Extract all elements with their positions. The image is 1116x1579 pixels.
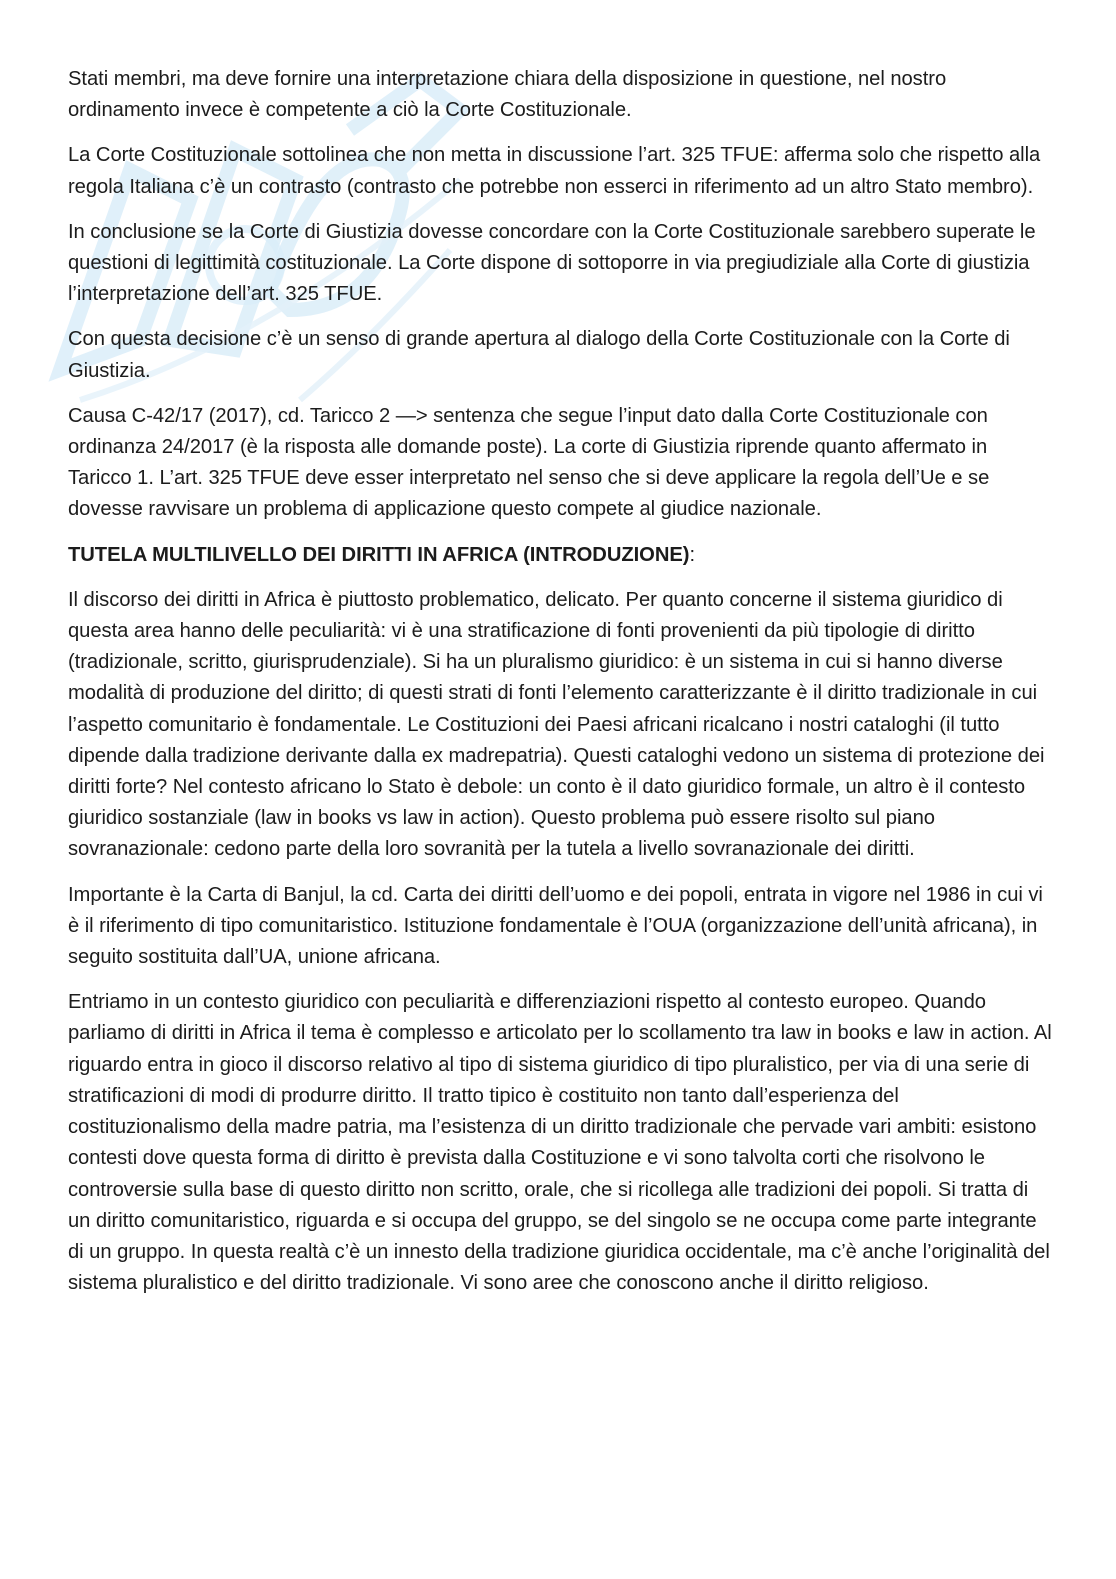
section-heading: [68, 540, 1053, 571]
paragraph-5: Causa C-42/17 (2017), cd. Taricco 2 —> sentenza che segue l’input dato dalla Corte Costituzionale con ordinanza 24/2017 (è la risposta alle domande poste). La corte di Giustizia riprende quanto affermato in Taricco 1. L’art. 325 TFUE deve esser interpretato nel senso che si deve applicare la regola dell’Ue e se dovesse ravvisare un problema di applicazione questo compete al giudice nazionale.: [68, 404, 990, 521]
section-heading-colon: :: [689, 543, 696, 566]
section-heading-text: TUTELA MULTILIVELLO DEI DIRITTI IN AFRICA (INTRODUZIONE): [68, 543, 690, 566]
paragraph-4: Con questa decisione c’è un senso di grande apertura al dialogo della Corte Costituzionale con la Corte di Giustizia.: [68, 328, 1010, 382]
document-body: [68, 64, 1053, 1313]
paragraph-2: La Corte Costituzionale sottolinea che non metta in discussione l’art. 325 TFUE: afferma solo che rispetto alla regola Italiana c’è un contrasto (contrasto che potrebbe non esserci in riferimento ad un altro Stato membro).: [68, 144, 1041, 198]
paragraph-1: Stati membri, ma deve fornire una interpretazione chiara della disposizione in questione, nel nostro ordinamento invece è competente a ciò la Corte Costituzionale.: [68, 68, 947, 122]
paragraph-8: Entriamo in un contesto giuridico con peculiarità e differenziazioni rispetto al contesto europeo. Quando parliamo di diritti in Africa il tema è complesso e articolato per lo scollamento tra law in books e law in action. Al riguardo entra in gioco il discorso relativo al tipo di sistema giuridico di tipo pluralistico, per via di una serie di stratificazioni di modi di produrre diritto. Il tratto tipico è costituito non tanto dall’esperienza del costituzionalismo della madre patria, ma l’esistenza di un diritto tradizionale che pervade vari ambiti: esistono contesti dove questa forma di diritto è prevista dalla Costituzione e vi sono talvolta corti che risolvono le controversie sulla base di questo diritto non scritto, orale, che si ricollega alle tradizioni dei popoli. Si tratta di un diritto comunitaristico, riguarda e si occupa del gruppo, se del singolo se ne occupa come parte integrante di un gruppo. In questa realtà c’è un innesto della tradizione giuridica occidentale, ma c’è anche l’originalità del sistema pluralistico e del diritto tradizionale. Vi sono aree che conoscono anche il diritto religioso.: [68, 991, 1052, 1295]
paragraph-6: Il discorso dei diritti in Africa è piuttosto problematico, delicato. Per quanto concerne il sistema giuridico di questa area hanno delle peculiarità: vi è una stratificazione di fonti provenienti da più tipologie di diritto (tradizionale, scritto, giurisprudenziale). Si ha un pluralismo giuridico: è un sistema in cui si hanno diverse modalità di produzione del diritto; di questi strati di fonti l’elemento caratterizzante è il diritto tradizionale in cui l’aspetto comunitario è fondamentale. Le Costituzioni dei Paesi africani ricalcano i nostri cataloghi (il tutto dipende dalla tradizione derivante dalla ex madrepatria). Questi cataloghi vedono un sistema di protezione dei diritti forte? Nel contesto africano lo Stato è debole: un conto è il dato giuridico formale, un altro è il contesto giuridico sostanziale (law in books vs law in action). Questo problema può essere risolto sul piano sovranazionale: cedono parte della loro sovranità per la tutela a livello sovranazionale dei diritti.: [68, 588, 1045, 861]
paragraph-7: Importante è la Carta di Banjul, la cd. Carta dei diritti dell’uomo e dei popoli, entrata in vigore nel 1986 in cui vi è il riferimento di tipo comunitaristico. Istituzione fondamentale è l’OUA (organizzazione dell’unità africana), in seguito sostituita dall’UA, unione africana.: [68, 883, 1043, 969]
paragraph-3: In conclusione se la Corte di Giustizia dovesse concordare con la Corte Costituzionale sarebbero superate le questioni di legittimità costituzionale. La Corte dispone di sottoporre in via pregiudiziale alla Corte di giustizia l’interpretazione dell’art. 325 TFUE.: [68, 220, 1036, 306]
